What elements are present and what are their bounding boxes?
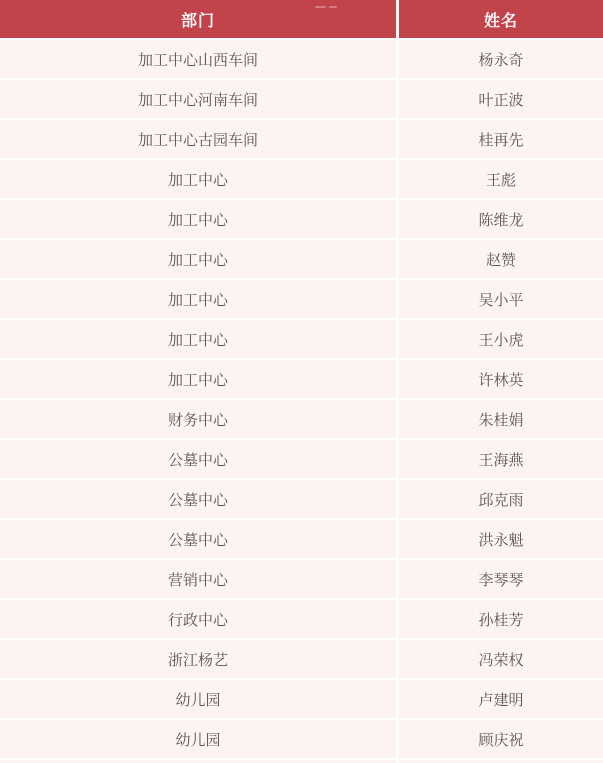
name-cell: 孙桂芳 — [399, 600, 603, 638]
table-row — [0, 560, 603, 598]
dept-cell: 加工中心古园车间 — [0, 120, 396, 158]
name-cell: 许林英 — [399, 360, 603, 398]
table-row — [0, 600, 603, 638]
name-cell: 冯荣权 — [399, 640, 603, 678]
name-cell: 王彪 — [399, 160, 603, 198]
table-row — [0, 480, 603, 518]
name-cell: 洪永魁 — [399, 520, 603, 558]
column-header-department: 部门 — [0, 0, 396, 38]
name-cell: 李琴琴 — [399, 560, 603, 598]
name-cell: 邱克雨 — [399, 480, 603, 518]
name-cell: 王小虎 — [399, 320, 603, 358]
table-row — [0, 160, 603, 198]
name-cell: 叶正波 — [399, 80, 603, 118]
dept-cell: 加工中心 — [0, 320, 396, 358]
table-body — [0, 40, 603, 760]
table-row — [0, 320, 603, 358]
table-row — [0, 400, 603, 438]
table-row — [0, 520, 603, 558]
table-row — [0, 640, 603, 678]
table-row — [0, 440, 603, 478]
column-header-name: 姓名 — [399, 0, 603, 38]
dept-cell: 幼儿园 — [0, 720, 396, 758]
table-row — [0, 120, 603, 158]
name-cell: 王海燕 — [399, 440, 603, 478]
dept-cell: 加工中心 — [0, 160, 396, 198]
dept-cell: 幼儿园 — [0, 680, 396, 718]
name-cell: 杨永奇 — [399, 40, 603, 78]
table-header-row — [0, 0, 603, 38]
name-cell: 朱桂娟 — [399, 400, 603, 438]
dept-cell: 行政中心 — [0, 600, 396, 638]
table-row — [0, 80, 603, 118]
name-cell: 赵赞 — [399, 240, 603, 278]
name-cell: 桂再先 — [399, 120, 603, 158]
dept-cell: 加工中心山西车间 — [0, 40, 396, 78]
table-row — [0, 720, 603, 758]
table-row — [0, 360, 603, 398]
dept-cell: 营销中心 — [0, 560, 396, 598]
dept-cell: 加工中心河南车间 — [0, 80, 396, 118]
dept-cell: 公墓中心 — [0, 520, 396, 558]
table-row — [0, 40, 603, 78]
name-cell: 吴小平 — [399, 280, 603, 318]
table-row — [0, 680, 603, 718]
dept-cell: 加工中心 — [0, 240, 396, 278]
table-row — [0, 280, 603, 318]
table-row — [0, 240, 603, 278]
name-cell: 顾庆祝 — [399, 720, 603, 758]
dept-cell: 浙江杨艺 — [0, 640, 396, 678]
dept-cell: 公墓中心 — [0, 440, 396, 478]
dept-cell: 加工中心 — [0, 280, 396, 318]
table-row — [0, 200, 603, 238]
name-cell: 陈维龙 — [399, 200, 603, 238]
dept-cell: 公墓中心 — [0, 480, 396, 518]
name-cell: 卢建明 — [399, 680, 603, 718]
dept-cell: 财务中心 — [0, 400, 396, 438]
dept-cell: 加工中心 — [0, 200, 396, 238]
dept-cell: 加工中心 — [0, 360, 396, 398]
